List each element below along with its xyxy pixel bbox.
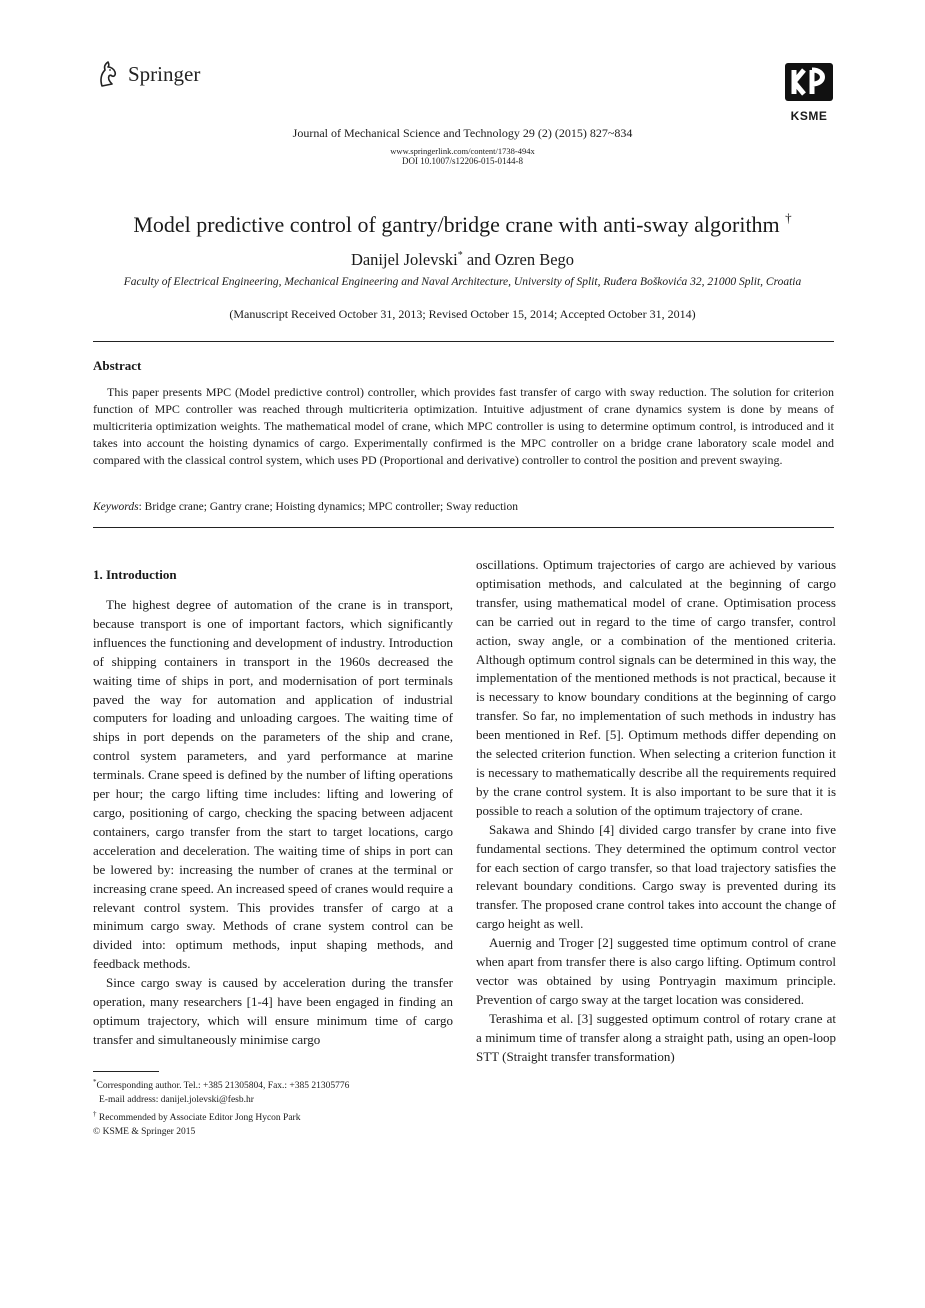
section-heading-introduction: 1. Introduction — [93, 567, 177, 582]
paper-title — [0, 210, 925, 238]
footnote-mark: * — [93, 1078, 97, 1086]
author-1: Danijel Jolevski — [350, 250, 458, 269]
paragraph: oscillations. Optimum trajectories of cargo are achieved by various optimisation methods, and calculated at the beginning of cargo transfer, using mathematical model of crane. Optimisation process can be carried out in regard to the time of cargo transfer, control action, sway angle, or a combination of the mentioned criteria. Although optimum control signals can be determined in this way, the implementation of the mentioned methods is not practical, because it is necessary to know boundary conditions at the beginning of cargo transfer. So far, no implementation of such methods in industry has been mentioned in Ref. [5]. Optimum methods differ depending on the selected criterion function. When selecting a criterion function it is necessary to mathematically describe all the requirements required by the crane control system. It is also important to be sure that it is possible to reach a solution of the optimum trajectory of crane. — [476, 557, 836, 818]
ksme-emblem-icon — [784, 62, 834, 102]
springer-horse-icon — [96, 60, 120, 88]
paragraph: Auernig and Troger [2] suggested time optimum control of crane when apart from transfer there is also cargo lifting. Optimum control vector was obtained by using Pontryagin maximum principle. Prevention of cargo sway at the target location was considered. — [476, 935, 836, 1007]
copyright: © KSME & Springer 2015 — [93, 1127, 196, 1138]
abstract-text: This paper presents MPC (Model predictive control) controller, which provides fast transfer of cargo with sway reduction. The solution for criterion function of MPC controller was reached through multicriteria optimization. Intuitive adjustment of crane dynamics system is done by means of multicriteria optimization weights. The mathematical model of crane, which MPC controller is using to determine optimum control, is introduced and it takes into account the hoisting dynamics of cargo. Experimentally confirmed is the MPC controller on a bridge crane laboratory scale model and compared with the classical control system, which uses PD (Proportional and derivative) controller to control the position and prevent swaying. — [93, 385, 834, 467]
ksme-logo — [783, 62, 835, 123]
author-2: and Ozren Bego — [462, 250, 575, 269]
abstract-heading: Abstract — [93, 358, 142, 373]
journal-url[interactable]: www.springerlink.com/content/1738-494x — [390, 146, 535, 156]
footnote-divider — [93, 1071, 159, 1072]
footnotes — [93, 1075, 349, 1139]
footnote-corresponding: *Corresponding author. Tel.: +385 21305804, Fax.: +385 21305776 — [93, 1078, 350, 1092]
divider-top — [93, 341, 834, 342]
title-text: Model predictive control of gantry/bridge crane with anti-sway algorithm — [133, 212, 780, 237]
author-list — [0, 250, 925, 270]
affiliation: Faculty of Electrical Engineering, Mechanical Engineering and Naval Architecture, University of Split, Ruđera Boškovića 32, 21000 Split, Croatia — [123, 276, 802, 288]
footnote-email[interactable]: E-mail address: danijel.jolevski@fesb.hr — [99, 1095, 254, 1106]
left-column — [93, 596, 453, 1050]
corresponding-mark: * — [457, 250, 463, 261]
paragraph: The highest degree of automation of the crane is in transport, because transport is one of important factors, which significantly influences the functioning and development of industry. Introduction of shipping containers in transport in the 1960s decreased the waiting time of ships in port, and modernisation of port terminals paved the way for automation and application of industrial computers for loading and unloading cargoes. The waiting time of ships in port depends on the parameters of the ship and crane, control system parameters, and yard performance at marine terminals. Crane speed is defined by the number of lifting operations per hour; the cargo lifting time includes: lifting and lowering of cargo, positioning of cargo, checking the spacing between adjacent containers, cargo transfer from the start to target locations, cargo acceleration and deceleration. The waiting time of ships in port can be lowered by: increasing the number of cranes at the terminal or increasing crane speed. An increased speed of cranes would require a relevant control system. This provides transfer of cargo at a minimum cargo sway. Methods of crane system control can be divided into: optimum methods, input shaping methods, and feedback methods. — [93, 597, 453, 972]
paragraph: Since cargo sway is caused by acceleration during the transfer operation, many researchers [1-4] have been engaged in finding an optimum trajectory, which will ensure minimum time of cargo transfer and simultaneously minimise cargo — [93, 975, 453, 1047]
publisher-name: Springer — [128, 61, 201, 86]
springer-logo — [96, 60, 200, 88]
manuscript-dates: (Manuscript Received October 31, 2013; Revised October 15, 2014; Accepted October 31, 2014) — [229, 307, 696, 321]
society-name: KSME — [790, 109, 828, 123]
divider-bottom — [93, 527, 834, 528]
keywords-list: : Bridge crane; Gantry crane; Hoisting dynamics; MPC controller; Sway reduction — [138, 501, 518, 513]
keywords — [93, 501, 518, 513]
right-column — [476, 556, 836, 1066]
journal-citation: Journal of Mechanical Science and Technology 29 (2) (2015) 827~834 — [292, 126, 633, 140]
paragraph: Sakawa and Shindo [4] divided cargo transfer by crane into five fundamental sections. They determined the optimum control vector for each section of cargo transfer, so that load trajectory satisfies the relevant boundary conditions. Cargo sway is prevented during its transfer. The proposed crane control takes into account the change of cargo height as well. — [476, 821, 836, 932]
paragraph: Terashima et al. [3] suggested optimum control of rotary crane at a minimum time of transfer along a straight path, using an open-loop STT (Straight transfer transformation) — [476, 1010, 836, 1064]
footnote-mark: † — [93, 1110, 97, 1119]
doi[interactable]: DOI 10.1007/s12206-015-0144-8 — [402, 156, 523, 166]
keywords-label: Keywords — [93, 501, 139, 513]
footnote-recommended: † Recommended by Associate Editor Jong Hycon Park — [93, 1110, 301, 1124]
title-footnote-mark: † — [785, 210, 792, 225]
